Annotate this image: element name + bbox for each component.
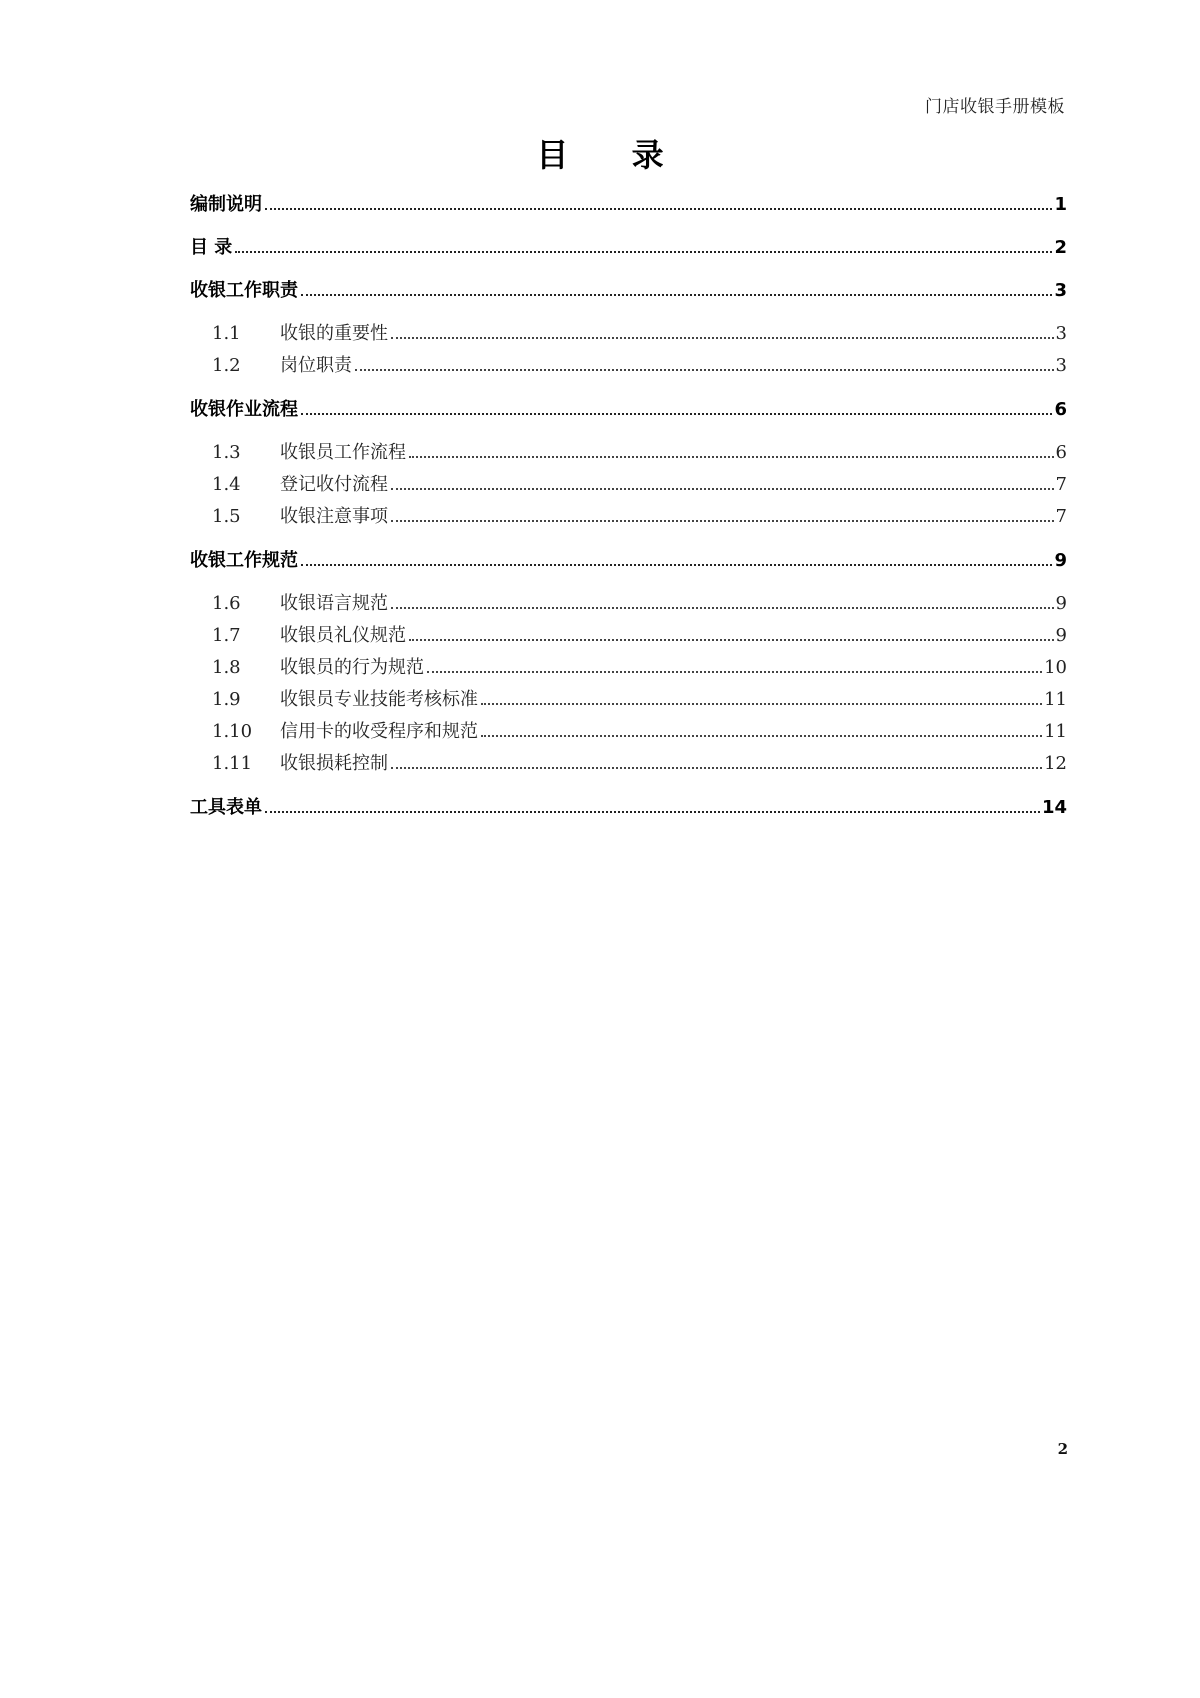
toc-entry-number: 1.2	[212, 355, 241, 376]
toc-entry-1-5[interactable]	[190, 502, 1067, 534]
toc-entry-label	[212, 438, 406, 464]
toc-entry-number: 1.4	[212, 474, 241, 495]
toc-entry-1-9[interactable]	[190, 685, 1067, 717]
toc-entry-page: 2	[1054, 237, 1067, 258]
toc-entry-preface[interactable]	[190, 190, 1067, 223]
toc-title: 目 录	[536, 136, 690, 174]
toc-entry-page: 3	[1055, 355, 1067, 376]
dot-leader	[391, 607, 1054, 609]
toc-entry-label	[212, 589, 388, 615]
toc-entry-page: 11	[1044, 689, 1067, 710]
toc-entry-page: 10	[1044, 657, 1067, 678]
toc-entry-number: 1.7	[212, 625, 241, 646]
dot-leader	[481, 703, 1042, 705]
dot-leader	[391, 337, 1054, 339]
toc-entry-text: 收银员工作流程	[280, 442, 406, 463]
toc-entry-label: 收银工作规范	[190, 550, 298, 571]
toc-entry-text: 登记收付流程	[280, 474, 388, 495]
toc-entry-label	[212, 502, 388, 528]
running-header: 门店收银手册模板	[925, 97, 1065, 117]
toc-entry-page: 3	[1055, 323, 1067, 344]
toc-entry-label: 编制说明	[190, 194, 262, 215]
toc-entry-text: 收银员礼仪规范	[280, 625, 406, 646]
toc-entry-label: 收银工作职责	[190, 280, 298, 301]
toc-entry-number: 1.11	[212, 753, 253, 774]
dot-leader	[391, 488, 1054, 490]
toc-entry-cashier-process[interactable]	[190, 395, 1067, 428]
toc-entry-page: 6	[1054, 399, 1067, 420]
dot-leader	[301, 413, 1052, 415]
toc-entry-text: 收银损耗控制	[280, 753, 388, 774]
toc-entry-label	[212, 351, 352, 377]
toc-entry-text: 收银员专业技能考核标准	[280, 689, 478, 710]
toc-entry-page: 3	[1054, 280, 1067, 301]
dot-leader	[481, 735, 1042, 737]
table-of-contents	[190, 190, 1067, 836]
toc-entry-page: 9	[1054, 550, 1067, 571]
toc-entry-1-10[interactable]	[190, 717, 1067, 749]
toc-entry-label	[212, 653, 424, 679]
dot-leader	[409, 456, 1054, 458]
toc-entry-text: 收银语言规范	[280, 593, 388, 614]
toc-entry-text: 岗位职责	[280, 355, 352, 376]
toc-entry-label	[212, 685, 478, 711]
toc-entry-number: 1.8	[212, 657, 241, 678]
toc-entry-page: 11	[1044, 721, 1067, 742]
toc-entry-number: 1.1	[212, 323, 241, 344]
toc-entry-text: 收银的重要性	[280, 323, 388, 344]
dot-leader	[427, 671, 1042, 673]
toc-entry-page: 12	[1044, 753, 1067, 774]
dot-leader	[265, 208, 1052, 210]
toc-entry-number: 1.5	[212, 506, 241, 527]
toc-entry-text: 收银员的行为规范	[280, 657, 424, 678]
toc-entry-tools-forms[interactable]	[190, 793, 1067, 826]
dot-leader	[391, 520, 1054, 522]
toc-entry-page: 9	[1055, 625, 1067, 646]
toc-entry-label: 目 录	[190, 237, 233, 258]
toc-entry-label	[212, 749, 388, 775]
toc-entry-label: 收银作业流程	[190, 399, 298, 420]
toc-entry-number: 1.9	[212, 689, 241, 710]
toc-entry-1-7[interactable]	[190, 621, 1067, 653]
toc-entry-1-6[interactable]	[190, 589, 1067, 621]
toc-entry-1-1[interactable]	[190, 319, 1067, 351]
dot-leader	[391, 767, 1042, 769]
toc-entry-cashier-standards[interactable]	[190, 546, 1067, 579]
dot-leader	[301, 294, 1052, 296]
toc-entry-label	[212, 621, 406, 647]
dot-leader	[409, 639, 1054, 641]
toc-entry-label: 工具表单	[190, 797, 262, 818]
toc-entry-page: 1	[1054, 194, 1067, 215]
toc-entry-page: 6	[1055, 442, 1067, 463]
toc-entry-1-4[interactable]	[190, 470, 1067, 502]
toc-entry-label	[212, 717, 478, 743]
toc-entry-page: 14	[1041, 797, 1067, 818]
page-number: 2	[1057, 1440, 1068, 1458]
toc-entry-number: 1.10	[212, 721, 253, 742]
dot-leader	[235, 251, 1052, 253]
dot-leader	[355, 369, 1054, 371]
dot-leader	[265, 811, 1040, 813]
toc-entry-contents[interactable]	[190, 233, 1067, 266]
toc-entry-number: 1.3	[212, 442, 241, 463]
toc-entry-page: 7	[1055, 474, 1067, 495]
dot-leader	[301, 564, 1052, 566]
toc-entry-page: 7	[1055, 506, 1067, 527]
toc-entry-label	[212, 319, 388, 345]
toc-entry-1-2[interactable]	[190, 351, 1067, 383]
toc-entry-number: 1.6	[212, 593, 241, 614]
toc-entry-1-8[interactable]	[190, 653, 1067, 685]
toc-entry-cashier-duties[interactable]	[190, 276, 1067, 309]
toc-entry-label	[212, 470, 388, 496]
toc-entry-1-3[interactable]	[190, 438, 1067, 470]
toc-entry-1-11[interactable]	[190, 749, 1067, 781]
toc-entry-page: 9	[1055, 593, 1067, 614]
toc-entry-text: 信用卡的收受程序和规范	[280, 721, 478, 742]
toc-entry-text: 收银注意事项	[280, 506, 388, 527]
